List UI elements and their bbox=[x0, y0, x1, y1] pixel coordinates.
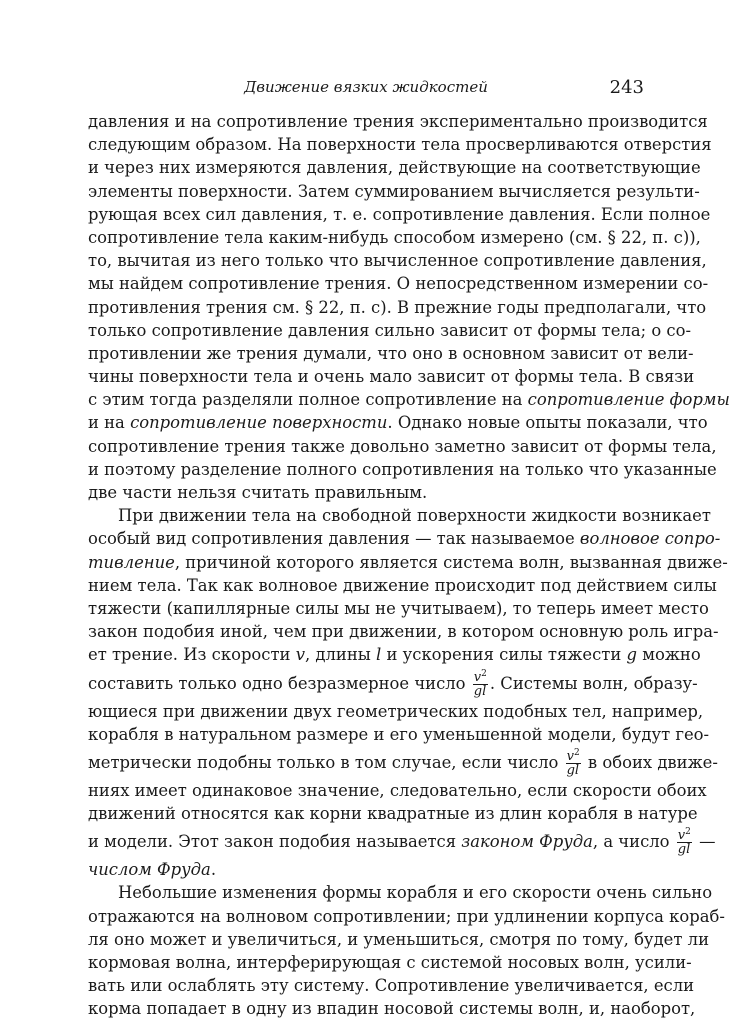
emphasis-term: числом Фруда bbox=[88, 860, 211, 880]
body-text bbox=[88, 110, 730, 1021]
froude-fraction: $\frac{v^2}{gl}$ bbox=[473, 668, 487, 699]
froude-fraction: $\frac{v^2}{gl}$ bbox=[566, 747, 580, 778]
text-line: кормовая волна, интерферирующая с системой носовых волн, усили- bbox=[88, 953, 692, 972]
text-line: только сопротивление давления сильно зависит от формы тела; о со- bbox=[88, 320, 691, 340]
text-line: ля оно может и увеличиться, и уменьшиться, смотря по тому, будет ли bbox=[88, 929, 709, 949]
text-line: сопротивление тела каким-нибудь способом измерено (см. § 22, п. с)), bbox=[88, 227, 701, 247]
math-var: v bbox=[295, 645, 305, 665]
text-line: метрически подобны только в том случае, если число $\frac{v^2}{gl}$ в обоих движе- bbox=[88, 747, 718, 778]
text-line: нием тела. Так как волновое движение происходит под действием силы bbox=[88, 575, 717, 595]
text-line: с этим тогда разделяли полное сопротивление на сопротивление формы bbox=[88, 390, 730, 410]
emphasis-term: тивление bbox=[88, 552, 175, 572]
text-line: элементы поверхности. Затем суммированием вычисляется результи- bbox=[88, 181, 700, 201]
text-line: отражаются на волновом сопротивлении; при удлинении корпуса кораб- bbox=[88, 906, 725, 926]
text-line: мы найдем сопротивление трения. О непосредственном измерении со- bbox=[88, 274, 709, 294]
running-head bbox=[88, 78, 644, 100]
text-line: Небольшие изменения формы корабля и его скорости очень сильно bbox=[118, 883, 713, 903]
text-line: ет трение. Из скорости v, длины l и ускорения силы тяжести g можно bbox=[88, 645, 701, 665]
emphasis-term: законом Фруда bbox=[461, 832, 593, 852]
text-line: корабля в натуральном размере и его уменьшенной модели, будут гео- bbox=[88, 724, 710, 744]
text-line: то, вычитая из него только что вычисленное сопротивление давления, bbox=[88, 251, 707, 271]
text-line: давления и на сопротивление трения экспериментально производится bbox=[88, 112, 708, 131]
text-line: корма попадает в одну из впадин носовой системы волн, и, наоборот, bbox=[88, 999, 696, 1019]
text-line: и поэтому разделение полного сопротивления на только что указанные bbox=[88, 459, 717, 479]
text-line: движений относятся как корни квадратные из длин корабля в натуре bbox=[88, 804, 698, 824]
text-line: следующим образом. На поверхности тела просверливаются отверстия bbox=[88, 135, 712, 155]
math-var: g bbox=[626, 645, 637, 665]
text-line: чины поверхности тела и очень мало зависит от формы тела. В связи bbox=[88, 367, 695, 387]
text-line: вать или ослаблять эту систему. Сопротивление увеличивается, если bbox=[88, 976, 695, 996]
text-line: ющиеся при движении двух геометрических подобных тел, например, bbox=[88, 701, 704, 721]
page-number: 243 bbox=[609, 77, 644, 98]
text-line: и через них измеряются давления, действующие на соответствующие bbox=[88, 158, 701, 178]
text-line: тивление, причиной которого является система волн, вызванная движе- bbox=[88, 552, 728, 572]
text-line: составить только одно безразмерное число $\frac{v^2}{gl}$ . Системы волн, образу- bbox=[88, 668, 698, 699]
text-line: противления трения см. § 22, п. с). В прежние годы предполагали, что bbox=[88, 297, 707, 317]
text-line: особый вид сопротивления давления — так называемое волновое сопро- bbox=[88, 529, 721, 549]
emphasis-term: сопротивление поверхности bbox=[130, 413, 388, 433]
text-line: две части нельзя считать правильным. bbox=[88, 483, 428, 502]
math-var: l bbox=[376, 645, 382, 665]
text-line: числом Фруда. bbox=[88, 860, 217, 880]
chapter-title: Движение вязких жидкостей bbox=[244, 78, 488, 96]
emphasis-term: сопротивление формы bbox=[527, 390, 730, 410]
text-line: рующая всех сил давления, т. е. сопротивление давления. Если полное bbox=[88, 204, 711, 224]
text-line: ниях имеет одинаковое значение, следовательно, если скорости обоих bbox=[88, 780, 707, 800]
text-line: и на сопротивление поверхности. Однако новые опыты показали, что bbox=[88, 413, 708, 433]
froude-fraction: $\frac{v^2}{gl}$ bbox=[677, 827, 691, 858]
text-line: сопротивление трения также довольно заметно зависит от формы тела, bbox=[88, 436, 717, 456]
text-line: противлении же трения думали, что оно в основном зависит от вели- bbox=[88, 343, 694, 363]
text-line: и модели. Этот закон подобия называется законом Фруда, а число $\frac{v^2}{gl}$ — bbox=[88, 827, 716, 858]
text-line: тяжести (капиллярные силы мы не учитываем), то теперь имеет место bbox=[88, 598, 709, 618]
emphasis-term: волновое сопро- bbox=[579, 529, 721, 549]
text-line: закон подобия иной, чем при движении, в котором основную роль игра- bbox=[88, 622, 719, 642]
text-line: При движении тела на свободной поверхности жидкости возникает bbox=[118, 506, 711, 526]
